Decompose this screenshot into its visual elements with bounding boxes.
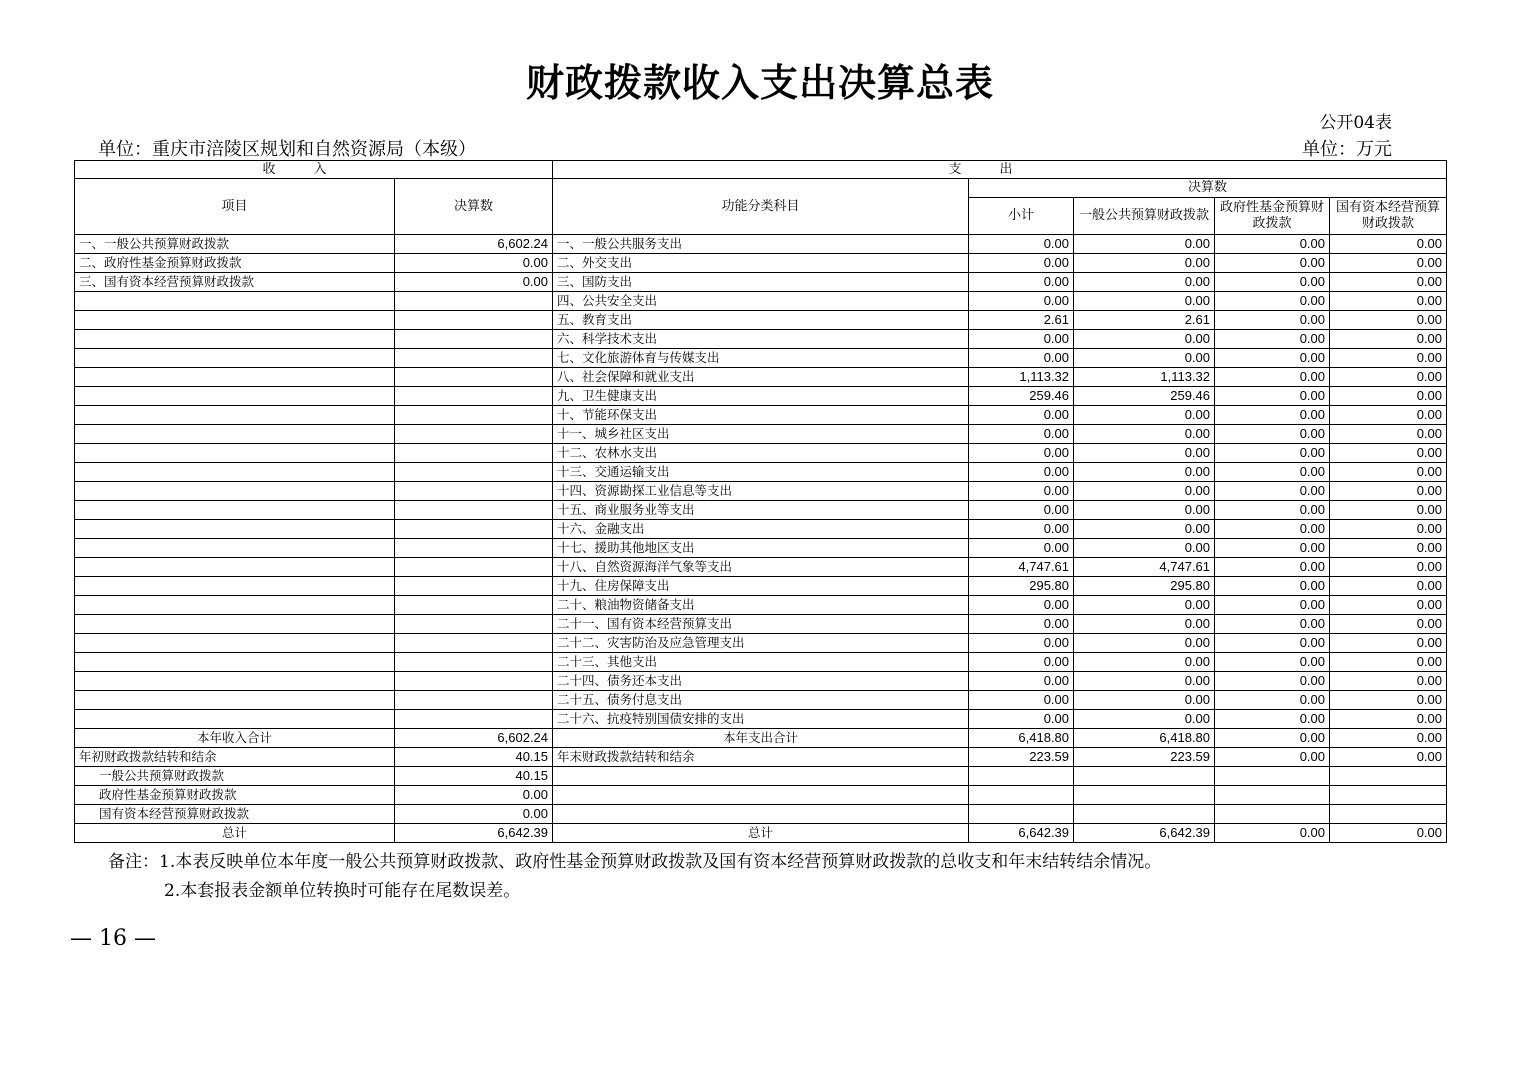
- empty-cell: [1330, 786, 1447, 805]
- table-row: [75, 672, 1447, 691]
- table-row: [75, 501, 1447, 520]
- income-amount: [395, 463, 553, 482]
- table-row: [75, 691, 1447, 710]
- expense-fund: 0.00: [1215, 273, 1330, 292]
- expense-subtotal: 0.00: [969, 292, 1074, 311]
- expense-subtotal: 1,113.32: [969, 368, 1074, 387]
- empty-cell: [1330, 805, 1447, 824]
- expense-fund: 0.00: [1215, 387, 1330, 406]
- expense-soe: 0.00: [1330, 387, 1447, 406]
- expense-general: 1,113.32: [1074, 368, 1215, 387]
- expense-item: 十二、农林水支出: [553, 444, 969, 463]
- expense-fund: 0.00: [1215, 596, 1330, 615]
- expense-soe: 0.00: [1330, 368, 1447, 387]
- empty-cell: [553, 805, 969, 824]
- income-amount: [395, 672, 553, 691]
- income-amount: [395, 539, 553, 558]
- expense-item: 十、节能环保支出: [553, 406, 969, 425]
- income-amount: [395, 368, 553, 387]
- table-row: [75, 406, 1447, 425]
- expense-fund: 0.00: [1215, 691, 1330, 710]
- note-1: 备注：1.本表反映单位本年度一般公共预算财政拨款、政府性基金预算财政拨款及国有资本经营预算财政拨款的总收支和年末结转结余情况。: [108, 852, 1162, 872]
- income-item: [75, 387, 395, 406]
- expense-item: 二、外交支出: [553, 254, 969, 273]
- expense-subtotal: 259.46: [969, 387, 1074, 406]
- empty-cell: [1215, 767, 1330, 786]
- income-item: 二、政府性基金预算财政拨款: [75, 254, 395, 273]
- expense-general: 0.00: [1074, 463, 1215, 482]
- expense-item: 八、社会保障和就业支出: [553, 368, 969, 387]
- expense-subtotal: 0.00: [969, 463, 1074, 482]
- year-expense-fund: 0.00: [1215, 729, 1330, 748]
- income-amount: [395, 596, 553, 615]
- carry-sub-amount: 0.00: [395, 805, 553, 824]
- expense-general: 0.00: [1074, 672, 1215, 691]
- carry-sub-label: 政府性基金预算财政拨款: [75, 786, 395, 805]
- income-item: [75, 311, 395, 330]
- income-item: [75, 672, 395, 691]
- expense-fund: 0.00: [1215, 254, 1330, 273]
- income-item: [75, 444, 395, 463]
- expense-soe: 0.00: [1330, 349, 1447, 368]
- expense-item: 六、科学技术支出: [553, 330, 969, 349]
- grand-expense-fund: 0.00: [1215, 824, 1330, 843]
- income-amount: [395, 634, 553, 653]
- income-item: [75, 463, 395, 482]
- expense-soe: 0.00: [1330, 406, 1447, 425]
- expense-item: 二十、粮油物资储备支出: [553, 596, 969, 615]
- carry-row: [75, 748, 1447, 767]
- expense-fund: 0.00: [1215, 539, 1330, 558]
- income-amount: [395, 311, 553, 330]
- general-budget-header: 一般公共预算财政拨款: [1074, 198, 1215, 235]
- income-amount: [395, 444, 553, 463]
- expense-subtotal: 0.00: [969, 596, 1074, 615]
- expense-item: 二十五、债务付息支出: [553, 691, 969, 710]
- expense-general: 0.00: [1074, 539, 1215, 558]
- expense-subtotal: 0.00: [969, 330, 1074, 349]
- income-amount: [395, 691, 553, 710]
- expense-fund: 0.00: [1215, 292, 1330, 311]
- expense-soe: 0.00: [1330, 691, 1447, 710]
- reporting-unit: 单位：重庆市涪陵区规划和自然资源局（本级）: [98, 139, 476, 160]
- table-row: [75, 444, 1447, 463]
- expense-fund: 0.00: [1215, 653, 1330, 672]
- expense-fund: 0.00: [1215, 482, 1330, 501]
- carry-expense-label: 年末财政拨款结转和结余: [553, 748, 969, 767]
- currency-unit: 单位：万元: [1302, 139, 1392, 160]
- income-item: [75, 653, 395, 672]
- table-row: [75, 254, 1447, 273]
- expense-item: 二十二、灾害防治及应急管理支出: [553, 634, 969, 653]
- expense-soe: 0.00: [1330, 634, 1447, 653]
- expense-subtotal: 0.00: [969, 520, 1074, 539]
- empty-cell: [1074, 786, 1215, 805]
- income-amount: [395, 425, 553, 444]
- expense-subtotal: 0.00: [969, 672, 1074, 691]
- income-amount: [395, 292, 553, 311]
- expense-soe: 0.00: [1330, 577, 1447, 596]
- expense-soe: 0.00: [1330, 482, 1447, 501]
- expense-subtotal: 2.61: [969, 311, 1074, 330]
- expense-general: 2.61: [1074, 311, 1215, 330]
- expense-item: 十三、交通运输支出: [553, 463, 969, 482]
- table-row: [75, 596, 1447, 615]
- expense-general: 0.00: [1074, 653, 1215, 672]
- table-row: [75, 577, 1447, 596]
- grand-expense-subtotal: 6,642.39: [969, 824, 1074, 843]
- expense-subtotal: 0.00: [969, 254, 1074, 273]
- carry-sub-label: 国有资本经营预算财政拨款: [75, 805, 395, 824]
- expense-soe: 0.00: [1330, 330, 1447, 349]
- expense-general: 0.00: [1074, 292, 1215, 311]
- income-amount: [395, 349, 553, 368]
- income-item: [75, 520, 395, 539]
- income-item: [75, 330, 395, 349]
- empty-cell: [1330, 767, 1447, 786]
- year-expense-soe: 0.00: [1330, 729, 1447, 748]
- expense-item: 十五、商业服务业等支出: [553, 501, 969, 520]
- expense-general: 295.80: [1074, 577, 1215, 596]
- expense-general: 0.00: [1074, 634, 1215, 653]
- header-row-1: [75, 161, 1447, 179]
- expense-fund: 0.00: [1215, 577, 1330, 596]
- expense-general: 0.00: [1074, 273, 1215, 292]
- expense-item: 二十三、其他支出: [553, 653, 969, 672]
- item-header: 项目: [75, 179, 395, 235]
- expense-general: 0.00: [1074, 596, 1215, 615]
- expense-subtotal: 0.00: [969, 653, 1074, 672]
- expense-item: 九、卫生健康支出: [553, 387, 969, 406]
- expense-subtotal: 295.80: [969, 577, 1074, 596]
- expense-subtotal: 0.00: [969, 710, 1074, 729]
- expense-soe: 0.00: [1330, 653, 1447, 672]
- income-item: [75, 501, 395, 520]
- income-amount: [395, 520, 553, 539]
- table-row: [75, 539, 1447, 558]
- expense-item: 三、国防支出: [553, 273, 969, 292]
- income-item: [75, 482, 395, 501]
- budget-table: [74, 160, 1447, 843]
- year-expense-subtotal: 6,418.80: [969, 729, 1074, 748]
- empty-cell: [553, 786, 969, 805]
- expense-fund: 0.00: [1215, 710, 1330, 729]
- empty-cell: [969, 786, 1074, 805]
- table-row: [75, 653, 1447, 672]
- expense-subtotal: 0.00: [969, 615, 1074, 634]
- expense-general: 0.00: [1074, 444, 1215, 463]
- expense-item: 十八、自然资源海洋气象等支出: [553, 558, 969, 577]
- expense-soe: 0.00: [1330, 463, 1447, 482]
- expense-item: 二十六、抗疫特别国债安排的支出: [553, 710, 969, 729]
- expense-soe: 0.00: [1330, 425, 1447, 444]
- expense-soe: 0.00: [1330, 292, 1447, 311]
- notes: [108, 848, 1161, 906]
- expense-header: 支出: [553, 161, 1447, 179]
- carry-sub-row: [75, 786, 1447, 805]
- income-item: [75, 710, 395, 729]
- expense-soe: 0.00: [1330, 596, 1447, 615]
- carry-income-amount: 40.15: [395, 748, 553, 767]
- income-header: 收入: [75, 161, 553, 179]
- carry-income-label: 年初财政拨款结转和结余: [75, 748, 395, 767]
- grand-total-row: [75, 824, 1447, 843]
- function-header: 功能分类科目: [553, 179, 969, 235]
- income-item: [75, 368, 395, 387]
- expense-general: 0.00: [1074, 254, 1215, 273]
- expense-item: 五、教育支出: [553, 311, 969, 330]
- expense-item: 二十四、债务还本支出: [553, 672, 969, 691]
- expense-subtotal: 0.00: [969, 691, 1074, 710]
- carry-sub-amount: 0.00: [395, 786, 553, 805]
- expense-fund: 0.00: [1215, 425, 1330, 444]
- expense-item: 十六、金融支出: [553, 520, 969, 539]
- expense-subtotal: 0.00: [969, 482, 1074, 501]
- expense-general: 0.00: [1074, 710, 1215, 729]
- expense-subtotal: 0.00: [969, 425, 1074, 444]
- grand-income-total-label: 总计: [75, 824, 395, 843]
- income-item: [75, 596, 395, 615]
- empty-cell: [1074, 805, 1215, 824]
- grand-income-total: 6,642.39: [395, 824, 553, 843]
- income-amount: [395, 653, 553, 672]
- expense-item: 十四、资源勘探工业信息等支出: [553, 482, 969, 501]
- table-row: [75, 368, 1447, 387]
- income-item: [75, 634, 395, 653]
- table-row: [75, 634, 1447, 653]
- income-amount: 6,602.24: [395, 235, 553, 254]
- expense-item: 一、一般公共服务支出: [553, 235, 969, 254]
- note-2: 2.本套报表金额单位转换时可能存在尾数误差。: [164, 881, 521, 901]
- expense-soe: 0.00: [1330, 520, 1447, 539]
- expense-general: 259.46: [1074, 387, 1215, 406]
- expense-fund: 0.00: [1215, 558, 1330, 577]
- expense-subtotal: 4,747.61: [969, 558, 1074, 577]
- expense-fund: 0.00: [1215, 349, 1330, 368]
- income-item: 一、一般公共预算财政拨款: [75, 235, 395, 254]
- carry-sub-label: 一般公共预算财政拨款: [75, 767, 395, 786]
- year-total-row: [75, 729, 1447, 748]
- table-row: [75, 615, 1447, 634]
- table-row: [75, 425, 1447, 444]
- table-row: [75, 273, 1447, 292]
- expense-soe: 0.00: [1330, 501, 1447, 520]
- income-amount: [395, 501, 553, 520]
- expense-subtotal: 0.00: [969, 349, 1074, 368]
- expense-general: 0.00: [1074, 482, 1215, 501]
- carry-sub-row: [75, 767, 1447, 786]
- expense-subtotal: 0.00: [969, 501, 1074, 520]
- carry-expense-subtotal: 223.59: [969, 748, 1074, 767]
- expense-soe: 0.00: [1330, 235, 1447, 254]
- expense-soe: 0.00: [1330, 539, 1447, 558]
- final-header: 决算数: [969, 179, 1447, 198]
- expense-subtotal: 0.00: [969, 444, 1074, 463]
- expense-general: 0.00: [1074, 425, 1215, 444]
- soe-budget-header: 国有资本经营预算财政拨款: [1330, 198, 1447, 235]
- expense-item: 二十一、国有资本经营预算支出: [553, 615, 969, 634]
- carry-expense-fund: 0.00: [1215, 748, 1330, 767]
- page-title: 财政拨款收入支出决算总表: [525, 60, 994, 105]
- expense-subtotal: 0.00: [969, 634, 1074, 653]
- grand-expense-soe: 0.00: [1330, 824, 1447, 843]
- expense-general: 4,747.61: [1074, 558, 1215, 577]
- table-row: [75, 558, 1447, 577]
- empty-cell: [969, 805, 1074, 824]
- expense-fund: 0.00: [1215, 463, 1330, 482]
- expense-subtotal: 0.00: [969, 406, 1074, 425]
- expense-fund: 0.00: [1215, 311, 1330, 330]
- grand-expense-total-label: 总计: [553, 824, 969, 843]
- expense-fund: 0.00: [1215, 406, 1330, 425]
- expense-general: 0.00: [1074, 501, 1215, 520]
- table-row: [75, 387, 1447, 406]
- carry-expense-soe: 0.00: [1330, 748, 1447, 767]
- table-row: [75, 710, 1447, 729]
- income-item: [75, 577, 395, 596]
- expense-subtotal: 0.00: [969, 273, 1074, 292]
- table-row: [75, 292, 1447, 311]
- expense-subtotal: 0.00: [969, 235, 1074, 254]
- year-expense-total-label: 本年支出合计: [553, 729, 969, 748]
- year-income-total: 6,602.24: [395, 729, 553, 748]
- income-item: [75, 539, 395, 558]
- expense-general: 0.00: [1074, 520, 1215, 539]
- expense-soe: 0.00: [1330, 615, 1447, 634]
- expense-soe: 0.00: [1330, 444, 1447, 463]
- income-item: [75, 349, 395, 368]
- income-item: [75, 425, 395, 444]
- income-amount: [395, 577, 553, 596]
- income-item: [75, 558, 395, 577]
- empty-cell: [1215, 805, 1330, 824]
- expense-fund: 0.00: [1215, 501, 1330, 520]
- year-expense-general: 6,418.80: [1074, 729, 1215, 748]
- income-amount: [395, 482, 553, 501]
- expense-soe: 0.00: [1330, 710, 1447, 729]
- expense-soe: 0.00: [1330, 254, 1447, 273]
- income-item: [75, 691, 395, 710]
- subtotal-header: 小计: [969, 198, 1074, 235]
- expense-fund: 0.00: [1215, 672, 1330, 691]
- expense-general: 0.00: [1074, 691, 1215, 710]
- table-row: [75, 463, 1447, 482]
- expense-item: 十一、城乡社区支出: [553, 425, 969, 444]
- table-row: [75, 311, 1447, 330]
- expense-soe: 0.00: [1330, 273, 1447, 292]
- expense-soe: 0.00: [1330, 311, 1447, 330]
- expense-general: 0.00: [1074, 615, 1215, 634]
- income-amount: [395, 615, 553, 634]
- table-row: [75, 330, 1447, 349]
- income-amount: [395, 387, 553, 406]
- expense-fund: 0.00: [1215, 235, 1330, 254]
- fund-budget-header: 政府性基金预算财政拨款: [1215, 198, 1330, 235]
- expense-soe: 0.00: [1330, 672, 1447, 691]
- year-income-total-label: 本年收入合计: [75, 729, 395, 748]
- empty-cell: [1215, 786, 1330, 805]
- table-row: [75, 482, 1447, 501]
- carry-sub-row: [75, 805, 1447, 824]
- table-row: [75, 520, 1447, 539]
- income-amount: [395, 558, 553, 577]
- income-amount: 0.00: [395, 273, 553, 292]
- expense-general: 0.00: [1074, 406, 1215, 425]
- expense-item: 十七、援助其他地区支出: [553, 539, 969, 558]
- grand-expense-general: 6,642.39: [1074, 824, 1215, 843]
- expense-item: 四、公共安全支出: [553, 292, 969, 311]
- expense-fund: 0.00: [1215, 368, 1330, 387]
- page-number: — 16 —: [70, 926, 156, 951]
- amount-header: 决算数: [395, 179, 553, 235]
- carry-sub-amount: 40.15: [395, 767, 553, 786]
- expense-fund: 0.00: [1215, 615, 1330, 634]
- income-amount: [395, 406, 553, 425]
- empty-cell: [553, 767, 969, 786]
- expense-fund: 0.00: [1215, 444, 1330, 463]
- empty-cell: [969, 767, 1074, 786]
- income-item: [75, 292, 395, 311]
- income-amount: [395, 710, 553, 729]
- expense-fund: 0.00: [1215, 330, 1330, 349]
- empty-cell: [1074, 767, 1215, 786]
- income-item: [75, 615, 395, 634]
- expense-general: 0.00: [1074, 235, 1215, 254]
- income-amount: [395, 330, 553, 349]
- expense-fund: 0.00: [1215, 520, 1330, 539]
- expense-general: 0.00: [1074, 349, 1215, 368]
- income-item: 三、国有资本经营预算财政拨款: [75, 273, 395, 292]
- expense-soe: 0.00: [1330, 558, 1447, 577]
- income-item: [75, 406, 395, 425]
- income-amount: 0.00: [395, 254, 553, 273]
- form-number: 公开04表: [1319, 113, 1392, 133]
- expense-item: 七、文化旅游体育与传媒支出: [553, 349, 969, 368]
- expense-fund: 0.00: [1215, 634, 1330, 653]
- header-row-2: [75, 179, 1447, 198]
- carry-expense-general: 223.59: [1074, 748, 1215, 767]
- table-row: [75, 235, 1447, 254]
- table-row: [75, 349, 1447, 368]
- expense-item: 十九、住房保障支出: [553, 577, 969, 596]
- expense-general: 0.00: [1074, 330, 1215, 349]
- expense-subtotal: 0.00: [969, 539, 1074, 558]
